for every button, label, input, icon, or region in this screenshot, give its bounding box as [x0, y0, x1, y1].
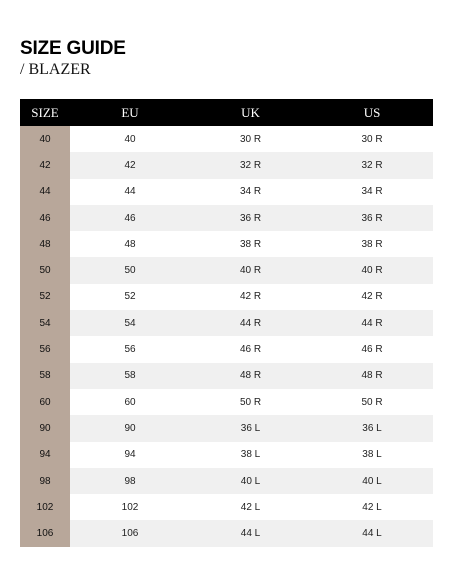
uk-cell: 48 R [190, 363, 311, 389]
table-row [20, 205, 433, 231]
table-row [20, 363, 433, 389]
table-row [20, 284, 433, 310]
size-cell: 52 [20, 284, 70, 310]
us-cell: 46 R [311, 336, 433, 362]
size-cell: 94 [20, 442, 70, 468]
uk-cell: 42 R [190, 284, 311, 310]
table-row [20, 415, 433, 441]
uk-cell: 34 R [190, 179, 311, 205]
eu-cell: 46 [70, 205, 190, 231]
size-cell: 60 [20, 389, 70, 415]
us-cell: 34 R [311, 179, 433, 205]
eu-cell: 44 [70, 179, 190, 205]
us-cell: 42 L [311, 494, 433, 520]
us-cell: 38 L [311, 442, 433, 468]
table-row [20, 257, 433, 283]
size-cell: 44 [20, 179, 70, 205]
table-row [20, 468, 433, 494]
us-cell: 32 R [311, 152, 433, 178]
column-header-us: US [311, 99, 433, 126]
eu-cell: 42 [70, 152, 190, 178]
eu-cell: 98 [70, 468, 190, 494]
column-header-size: SIZE [20, 99, 70, 126]
uk-cell: 40 L [190, 468, 311, 494]
uk-cell: 36 R [190, 205, 311, 231]
eu-cell: 60 [70, 389, 190, 415]
us-cell: 48 R [311, 363, 433, 389]
uk-cell: 32 R [190, 152, 311, 178]
table-row [20, 152, 433, 178]
eu-cell: 56 [70, 336, 190, 362]
eu-cell: 40 [70, 126, 190, 152]
us-cell: 36 R [311, 205, 433, 231]
eu-cell: 52 [70, 284, 190, 310]
us-cell: 38 R [311, 231, 433, 257]
size-guide-table [20, 99, 433, 547]
us-cell: 40 L [311, 468, 433, 494]
size-cell: 46 [20, 205, 70, 231]
uk-cell: 30 R [190, 126, 311, 152]
table-row [20, 442, 433, 468]
size-cell: 48 [20, 231, 70, 257]
table-row [20, 494, 433, 520]
uk-cell: 44 R [190, 310, 311, 336]
eu-cell: 90 [70, 415, 190, 441]
size-cell: 42 [20, 152, 70, 178]
eu-cell: 102 [70, 494, 190, 520]
uk-cell: 46 R [190, 336, 311, 362]
eu-cell: 58 [70, 363, 190, 389]
size-cell: 50 [20, 257, 70, 283]
page-subtitle: / BLAZER [20, 61, 91, 78]
us-cell: 30 R [311, 126, 433, 152]
table-row [20, 520, 433, 546]
uk-cell: 50 R [190, 389, 311, 415]
table-header [20, 99, 433, 126]
eu-cell: 94 [70, 442, 190, 468]
table-row [20, 179, 433, 205]
column-header-eu: EU [70, 99, 190, 126]
size-cell: 106 [20, 520, 70, 546]
us-cell: 42 R [311, 284, 433, 310]
uk-cell: 42 L [190, 494, 311, 520]
table-row [20, 310, 433, 336]
us-cell: 44 R [311, 310, 433, 336]
us-cell: 50 R [311, 389, 433, 415]
size-cell: 58 [20, 363, 70, 389]
size-cell: 40 [20, 126, 70, 152]
size-cell: 98 [20, 468, 70, 494]
uk-cell: 38 L [190, 442, 311, 468]
size-cell: 90 [20, 415, 70, 441]
size-cell: 102 [20, 494, 70, 520]
table-row [20, 336, 433, 362]
eu-cell: 106 [70, 520, 190, 546]
table-header-row [20, 99, 433, 126]
eu-cell: 48 [70, 231, 190, 257]
column-header-uk: UK [190, 99, 311, 126]
page-title: SIZE GUIDE [20, 38, 126, 59]
table-body [20, 126, 433, 547]
uk-cell: 40 R [190, 257, 311, 283]
uk-cell: 36 L [190, 415, 311, 441]
table-row [20, 231, 433, 257]
size-cell: 56 [20, 336, 70, 362]
uk-cell: 38 R [190, 231, 311, 257]
uk-cell: 44 L [190, 520, 311, 546]
us-cell: 44 L [311, 520, 433, 546]
table-row [20, 126, 433, 152]
size-cell: 54 [20, 310, 70, 336]
eu-cell: 50 [70, 257, 190, 283]
eu-cell: 54 [70, 310, 190, 336]
table-row [20, 389, 433, 415]
us-cell: 36 L [311, 415, 433, 441]
us-cell: 40 R [311, 257, 433, 283]
